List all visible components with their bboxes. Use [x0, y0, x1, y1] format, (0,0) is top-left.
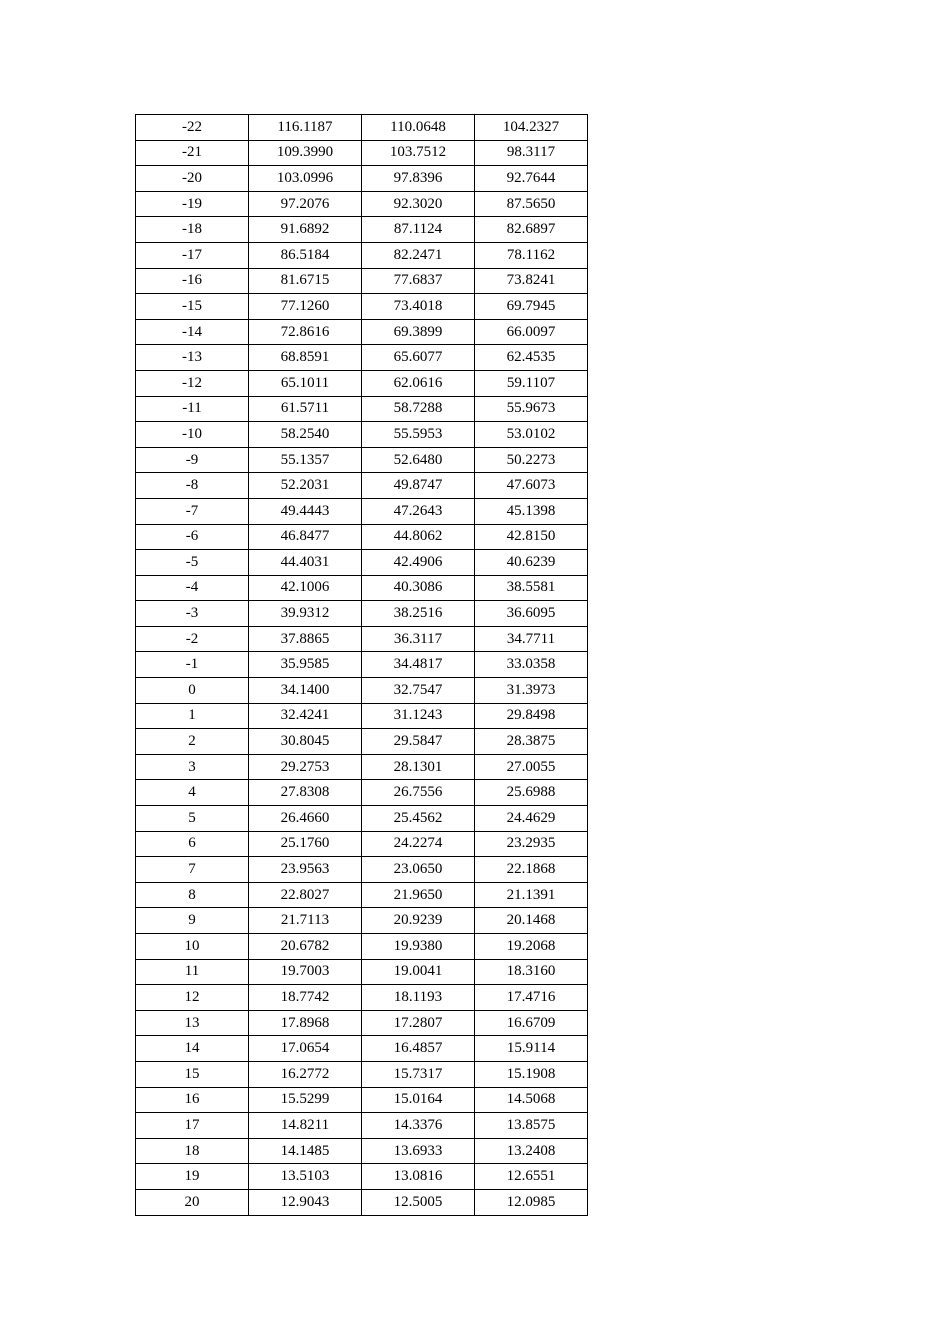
- value-cell-3: 50.2273: [475, 447, 588, 473]
- temperature-cell: 16: [136, 1087, 249, 1113]
- table-row: [136, 1036, 588, 1062]
- table-row: [136, 857, 588, 883]
- value-cell-3: 14.5068: [475, 1087, 588, 1113]
- table-row: [136, 550, 588, 576]
- value-cell-2: 69.3899: [362, 319, 475, 345]
- temperature-cell: -14: [136, 319, 249, 345]
- temperature-cell: -8: [136, 473, 249, 499]
- value-cell-3: 27.0055: [475, 754, 588, 780]
- value-cell-1: 44.4031: [249, 550, 362, 576]
- value-cell-1: 14.8211: [249, 1113, 362, 1139]
- value-cell-2: 34.4817: [362, 652, 475, 678]
- value-cell-3: 62.4535: [475, 345, 588, 371]
- temperature-cell: 13: [136, 1010, 249, 1036]
- value-cell-1: 30.8045: [249, 729, 362, 755]
- value-cell-1: 116.1187: [249, 115, 362, 141]
- table-row: [136, 908, 588, 934]
- temperature-cell: 12: [136, 985, 249, 1011]
- value-cell-1: 39.9312: [249, 601, 362, 627]
- value-cell-3: 15.1908: [475, 1061, 588, 1087]
- value-cell-3: 40.6239: [475, 550, 588, 576]
- table-row: [136, 498, 588, 524]
- value-cell-3: 42.8150: [475, 524, 588, 550]
- temperature-cell: -19: [136, 191, 249, 217]
- table-row: [136, 268, 588, 294]
- temperature-cell: -6: [136, 524, 249, 550]
- value-cell-3: 18.3160: [475, 959, 588, 985]
- table-row: [136, 729, 588, 755]
- value-cell-2: 29.5847: [362, 729, 475, 755]
- temperature-cell: 9: [136, 908, 249, 934]
- value-cell-3: 87.5650: [475, 191, 588, 217]
- value-cell-3: 22.1868: [475, 857, 588, 883]
- value-cell-1: 109.3990: [249, 140, 362, 166]
- value-cell-3: 45.1398: [475, 498, 588, 524]
- value-cell-1: 61.5711: [249, 396, 362, 422]
- value-cell-3: 24.4629: [475, 806, 588, 832]
- table-row: [136, 882, 588, 908]
- temperature-cell: -9: [136, 447, 249, 473]
- table-row: [136, 115, 588, 141]
- value-cell-3: 17.4716: [475, 985, 588, 1011]
- value-cell-3: 12.0985: [475, 1189, 588, 1215]
- table-row: [136, 575, 588, 601]
- value-cell-1: 23.9563: [249, 857, 362, 883]
- value-cell-2: 15.0164: [362, 1087, 475, 1113]
- value-cell-1: 26.4660: [249, 806, 362, 832]
- temperature-cell: -17: [136, 242, 249, 268]
- value-cell-3: 23.2935: [475, 831, 588, 857]
- table-row: [136, 473, 588, 499]
- temperature-cell: 8: [136, 882, 249, 908]
- value-cell-3: 31.3973: [475, 678, 588, 704]
- value-cell-2: 73.4018: [362, 294, 475, 320]
- value-cell-2: 14.3376: [362, 1113, 475, 1139]
- value-cell-1: 12.9043: [249, 1189, 362, 1215]
- temperature-cell: -11: [136, 396, 249, 422]
- value-cell-3: 78.1162: [475, 242, 588, 268]
- table-row: [136, 1087, 588, 1113]
- value-cell-2: 47.2643: [362, 498, 475, 524]
- value-cell-2: 19.0041: [362, 959, 475, 985]
- value-cell-2: 13.6933: [362, 1138, 475, 1164]
- temperature-cell: -2: [136, 626, 249, 652]
- table-row: [136, 1010, 588, 1036]
- value-cell-2: 36.3117: [362, 626, 475, 652]
- value-cell-3: 36.6095: [475, 601, 588, 627]
- value-cell-2: 31.1243: [362, 703, 475, 729]
- temperature-cell: 14: [136, 1036, 249, 1062]
- value-cell-1: 37.8865: [249, 626, 362, 652]
- value-cell-3: 13.8575: [475, 1113, 588, 1139]
- value-cell-2: 58.7288: [362, 396, 475, 422]
- value-cell-2: 44.8062: [362, 524, 475, 550]
- temperature-cell: -21: [136, 140, 249, 166]
- value-cell-1: 17.8968: [249, 1010, 362, 1036]
- value-cell-3: 98.3117: [475, 140, 588, 166]
- table-row: [136, 166, 588, 192]
- table-row: [136, 217, 588, 243]
- table-row: [136, 319, 588, 345]
- value-cell-2: 12.5005: [362, 1189, 475, 1215]
- temperature-cell: 19: [136, 1164, 249, 1190]
- value-cell-1: 68.8591: [249, 345, 362, 371]
- value-cell-2: 15.7317: [362, 1061, 475, 1087]
- value-cell-2: 24.2274: [362, 831, 475, 857]
- temperature-cell: 18: [136, 1138, 249, 1164]
- value-cell-1: 34.1400: [249, 678, 362, 704]
- table-row: [136, 242, 588, 268]
- value-cell-1: 91.6892: [249, 217, 362, 243]
- value-cell-3: 15.9114: [475, 1036, 588, 1062]
- table-row: [136, 780, 588, 806]
- table-row: [136, 985, 588, 1011]
- table-row: [136, 370, 588, 396]
- value-cell-3: 29.8498: [475, 703, 588, 729]
- value-cell-3: 20.1468: [475, 908, 588, 934]
- value-cell-1: 42.1006: [249, 575, 362, 601]
- value-cell-2: 82.2471: [362, 242, 475, 268]
- value-cell-2: 62.0616: [362, 370, 475, 396]
- value-cell-2: 13.0816: [362, 1164, 475, 1190]
- temperature-cell: -22: [136, 115, 249, 141]
- value-cell-3: 13.2408: [475, 1138, 588, 1164]
- temperature-cell: 10: [136, 934, 249, 960]
- value-cell-2: 40.3086: [362, 575, 475, 601]
- value-cell-2: 52.6480: [362, 447, 475, 473]
- value-cell-2: 20.9239: [362, 908, 475, 934]
- table-row: [136, 1164, 588, 1190]
- temperature-cell: 3: [136, 754, 249, 780]
- value-cell-3: 59.1107: [475, 370, 588, 396]
- temperature-cell: -12: [136, 370, 249, 396]
- value-cell-1: 65.1011: [249, 370, 362, 396]
- temperature-cell: 5: [136, 806, 249, 832]
- temperature-cell: -10: [136, 422, 249, 448]
- value-cell-1: 15.5299: [249, 1087, 362, 1113]
- value-cell-2: 49.8747: [362, 473, 475, 499]
- temperature-cell: 2: [136, 729, 249, 755]
- table-body: [136, 115, 588, 1216]
- table-row: [136, 524, 588, 550]
- value-cell-2: 26.7556: [362, 780, 475, 806]
- value-cell-1: 25.1760: [249, 831, 362, 857]
- value-cell-3: 47.6073: [475, 473, 588, 499]
- value-cell-3: 33.0358: [475, 652, 588, 678]
- temperature-cell: -1: [136, 652, 249, 678]
- temperature-cell: -5: [136, 550, 249, 576]
- table-row: [136, 703, 588, 729]
- value-cell-1: 13.5103: [249, 1164, 362, 1190]
- temperature-cell: -7: [136, 498, 249, 524]
- value-cell-2: 21.9650: [362, 882, 475, 908]
- temperature-cell: 20: [136, 1189, 249, 1215]
- table-row: [136, 140, 588, 166]
- value-cell-1: 27.8308: [249, 780, 362, 806]
- temperature-cell: -18: [136, 217, 249, 243]
- value-cell-2: 92.3020: [362, 191, 475, 217]
- value-cell-3: 16.6709: [475, 1010, 588, 1036]
- value-cell-2: 103.7512: [362, 140, 475, 166]
- value-cell-2: 28.1301: [362, 754, 475, 780]
- table-row: [136, 191, 588, 217]
- table-row: [136, 396, 588, 422]
- value-cell-1: 14.1485: [249, 1138, 362, 1164]
- table-row: [136, 678, 588, 704]
- temperature-cell: -4: [136, 575, 249, 601]
- value-cell-2: 110.0648: [362, 115, 475, 141]
- temperature-cell: 6: [136, 831, 249, 857]
- value-cell-1: 20.6782: [249, 934, 362, 960]
- table-row: [136, 1113, 588, 1139]
- table-row: [136, 754, 588, 780]
- value-cell-1: 97.2076: [249, 191, 362, 217]
- value-cell-1: 103.0996: [249, 166, 362, 192]
- value-cell-2: 16.4857: [362, 1036, 475, 1062]
- value-cell-2: 17.2807: [362, 1010, 475, 1036]
- value-cell-3: 92.7644: [475, 166, 588, 192]
- temperature-cell: 15: [136, 1061, 249, 1087]
- table-row: [136, 1061, 588, 1087]
- temperature-cell: 11: [136, 959, 249, 985]
- value-cell-3: 12.6551: [475, 1164, 588, 1190]
- value-cell-2: 23.0650: [362, 857, 475, 883]
- value-cell-1: 81.6715: [249, 268, 362, 294]
- value-cell-2: 19.9380: [362, 934, 475, 960]
- temperature-cell: 7: [136, 857, 249, 883]
- value-cell-1: 72.8616: [249, 319, 362, 345]
- table-row: [136, 831, 588, 857]
- value-cell-1: 22.8027: [249, 882, 362, 908]
- table-row: [136, 422, 588, 448]
- value-cell-1: 32.4241: [249, 703, 362, 729]
- value-cell-1: 49.4443: [249, 498, 362, 524]
- table-row: [136, 1138, 588, 1164]
- value-cell-1: 35.9585: [249, 652, 362, 678]
- value-cell-3: 66.0097: [475, 319, 588, 345]
- temperature-cell: 1: [136, 703, 249, 729]
- value-cell-1: 58.2540: [249, 422, 362, 448]
- value-cell-1: 52.2031: [249, 473, 362, 499]
- value-cell-1: 19.7003: [249, 959, 362, 985]
- temperature-cell: -15: [136, 294, 249, 320]
- temperature-cell: 0: [136, 678, 249, 704]
- value-cell-3: 69.7945: [475, 294, 588, 320]
- value-cell-1: 17.0654: [249, 1036, 362, 1062]
- value-cell-2: 42.4906: [362, 550, 475, 576]
- temperature-cell: 17: [136, 1113, 249, 1139]
- value-cell-2: 87.1124: [362, 217, 475, 243]
- table-row: [136, 934, 588, 960]
- value-cell-3: 21.1391: [475, 882, 588, 908]
- table-row: [136, 959, 588, 985]
- value-cell-3: 55.9673: [475, 396, 588, 422]
- value-cell-1: 77.1260: [249, 294, 362, 320]
- table-row: [136, 345, 588, 371]
- temperature-cell: -20: [136, 166, 249, 192]
- value-cell-3: 19.2068: [475, 934, 588, 960]
- value-cell-1: 86.5184: [249, 242, 362, 268]
- value-cell-3: 28.3875: [475, 729, 588, 755]
- value-cell-3: 53.0102: [475, 422, 588, 448]
- value-cell-1: 21.7113: [249, 908, 362, 934]
- value-cell-2: 18.1193: [362, 985, 475, 1011]
- value-cell-3: 73.8241: [475, 268, 588, 294]
- table-row: [136, 652, 588, 678]
- table-row: [136, 447, 588, 473]
- value-cell-1: 46.8477: [249, 524, 362, 550]
- value-cell-2: 97.8396: [362, 166, 475, 192]
- value-cell-3: 104.2327: [475, 115, 588, 141]
- value-cell-2: 38.2516: [362, 601, 475, 627]
- value-cell-1: 18.7742: [249, 985, 362, 1011]
- value-cell-3: 82.6897: [475, 217, 588, 243]
- table-row: [136, 806, 588, 832]
- value-cell-3: 25.6988: [475, 780, 588, 806]
- value-cell-1: 29.2753: [249, 754, 362, 780]
- table-row: [136, 1189, 588, 1215]
- temperature-cell: -3: [136, 601, 249, 627]
- value-cell-2: 25.4562: [362, 806, 475, 832]
- table-row: [136, 294, 588, 320]
- table-row: [136, 626, 588, 652]
- temperature-cell: 4: [136, 780, 249, 806]
- value-cell-3: 34.7711: [475, 626, 588, 652]
- value-cell-1: 16.2772: [249, 1061, 362, 1087]
- value-cell-2: 32.7547: [362, 678, 475, 704]
- value-cell-1: 55.1357: [249, 447, 362, 473]
- value-cell-2: 65.6077: [362, 345, 475, 371]
- temperature-cell: -16: [136, 268, 249, 294]
- temperature-cell: -13: [136, 345, 249, 371]
- table-row: [136, 601, 588, 627]
- data-table: [135, 114, 588, 1216]
- value-cell-2: 55.5953: [362, 422, 475, 448]
- value-cell-2: 77.6837: [362, 268, 475, 294]
- value-cell-3: 38.5581: [475, 575, 588, 601]
